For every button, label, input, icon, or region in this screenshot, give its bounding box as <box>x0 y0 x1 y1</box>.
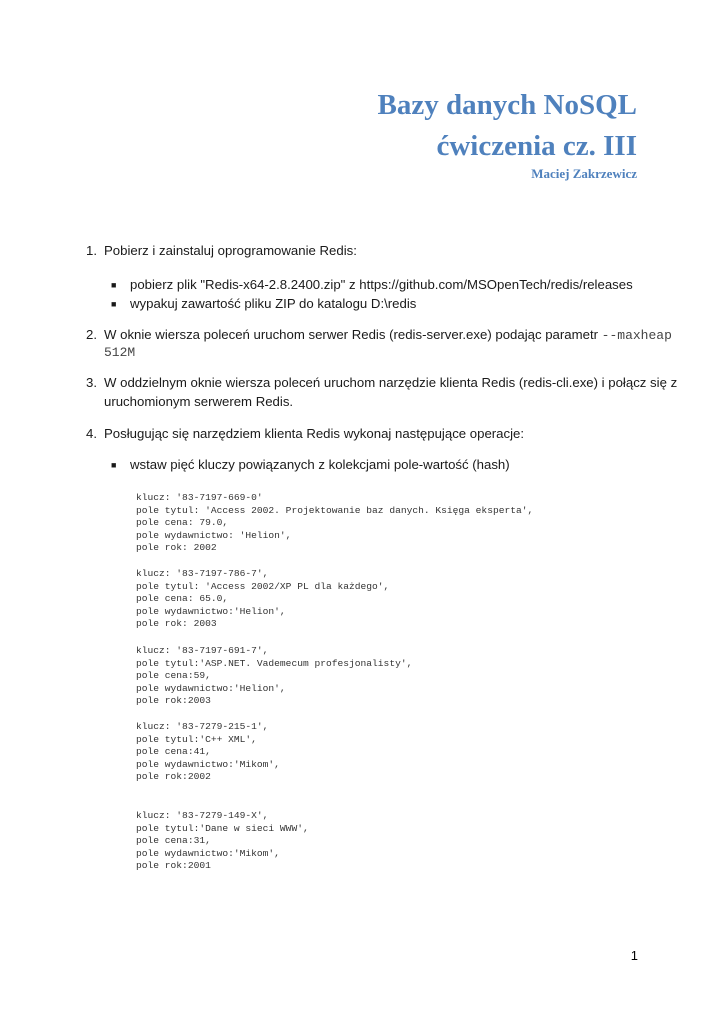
document-title-line1: Bazy danych NoSQL <box>377 89 637 121</box>
bullet-icon: ■ <box>111 280 117 290</box>
code-block-4: klucz: '83-7279-215-1', pole tytul:'C++ XML', pole cena:41, pole wydawnictwo:'Mikom', pole rok:2002 <box>136 721 280 783</box>
document-author: Maciej Zakrzewicz <box>531 166 637 181</box>
bullet-icon: ■ <box>111 460 117 470</box>
step-2-text-line <box>104 326 672 345</box>
step-2-param-value: 512M <box>104 345 136 360</box>
step-3-text-line1: W oddzielnym oknie wiersza poleceń uruchom narzędzie klienta Redis (redis-cli.exe) i połącz się z <box>104 375 678 390</box>
step-4-bullet-1: wstaw pięć kluczy powiązanych z kolekcjami pole-wartość (hash) <box>130 457 510 472</box>
step-1-bullet-1: pobierz plik "Redis-x64-2.8.2400.zip" z https://github.com/MSOpenTech/redis/releases <box>130 277 633 292</box>
document-title-line2: ćwiczenia cz. III <box>436 130 637 162</box>
code-block-1: klucz: '83-7197-669-0' pole tytul: 'Access 2002. Projektowanie baz danych. Księga eksperta', pole cena: 79.0, pole wydawnictwo: 'Helion', pole rok: 2002 <box>136 492 534 554</box>
step-3-number: 3. <box>86 375 97 390</box>
bullet-icon: ■ <box>111 299 117 309</box>
step-1-bullet-2: wypakuj zawartość pliku ZIP do katalogu D:\redis <box>130 296 417 311</box>
step-1-text: Pobierz i zainstaluj oprogramowanie Redis: <box>104 243 357 258</box>
step-2-text: W oknie wiersza poleceń uruchom serwer Redis (redis-server.exe) podając parametr <box>104 327 602 342</box>
step-4-number: 4. <box>86 426 97 441</box>
code-block-2: klucz: '83-7197-786-7', pole tytul: 'Access 2002/XP PL dla każdego', pole cena: 65.0, pole wydawnictwo:'Helion', pole rok: 2003 <box>136 568 390 630</box>
page-number: 1 <box>630 948 638 963</box>
step-4-text: Posługując się narzędziem klienta Redis wykonaj następujące operacje: <box>104 426 525 441</box>
step-2-param-flag: --maxheap <box>601 328 672 343</box>
step-1-number: 1. <box>86 243 97 258</box>
code-block-5: klucz: '83-7279-149-X', pole tytul:'Dane w sieci WWW', pole cena:31, pole wydawnictwo:'Mikom', pole rok:2001 <box>136 810 309 872</box>
step-3-text-line2: uruchomionym serwerem Redis. <box>104 394 294 409</box>
step-2-number: 2. <box>86 327 97 342</box>
code-block-3: klucz: '83-7197-691-7', pole tytul:'ASP.NET. Vademecum profesjonalisty', pole cena:59, pole wydawnictwo:'Helion', pole rok:2003 <box>136 645 413 707</box>
